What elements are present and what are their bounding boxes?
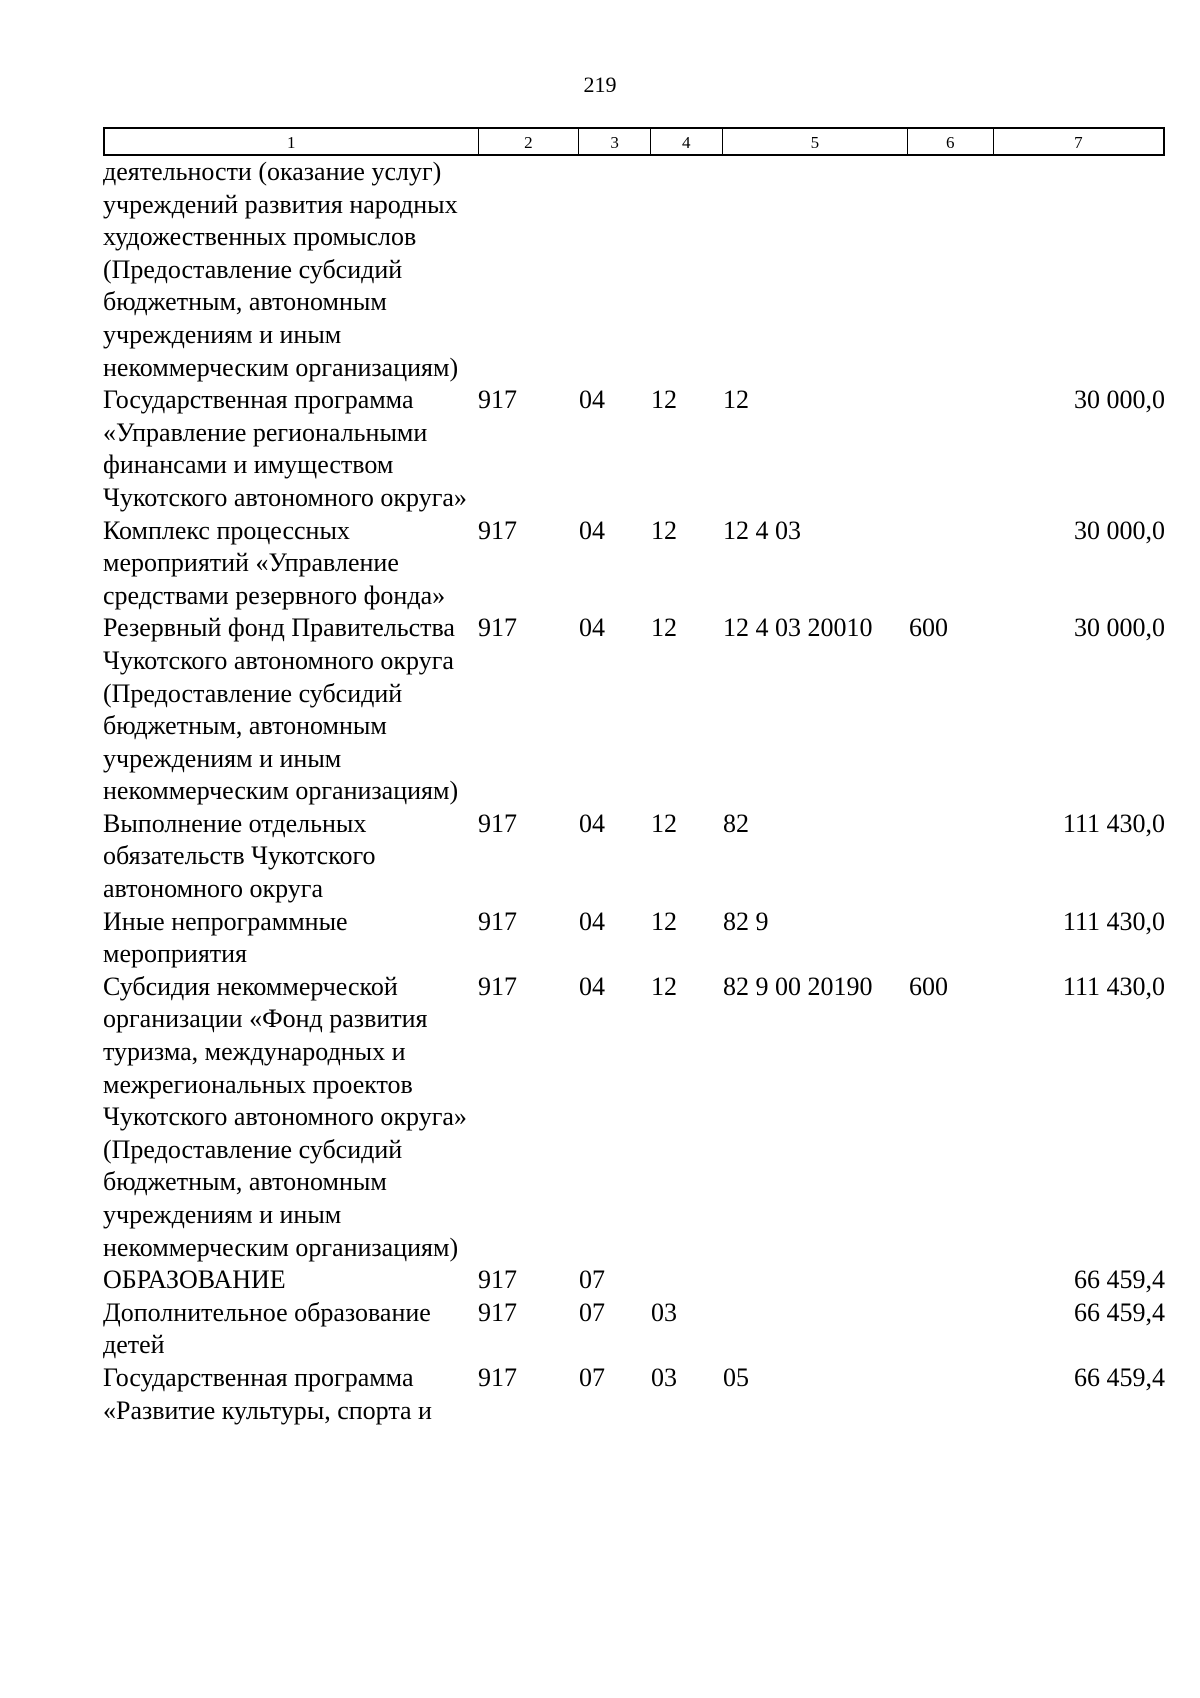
row-vr: [909, 384, 995, 514]
table-row: [103, 1297, 1165, 1362]
header-col-6: 6: [908, 129, 994, 154]
table-row: [103, 808, 1165, 906]
row-sum: 66 459,4: [1074, 1362, 1165, 1392]
row-name: Дополнительное образование детей: [103, 1297, 431, 1360]
row-gr: 917: [478, 971, 517, 1001]
row-csr: [723, 1297, 909, 1362]
row-name: Резервный фонд Правительства Чукотского автономного округа (Предоставление субсидий бюджетным, автономным учреждениям и иным некоммерческим организациям): [103, 613, 459, 806]
table-header: [103, 127, 1165, 156]
row-sum: [995, 156, 1165, 384]
row-gr: 917: [478, 613, 517, 643]
table-row: [103, 906, 1165, 971]
row-pr: 12: [651, 515, 677, 545]
row-name: ОБРАЗОВАНИЕ: [103, 1265, 286, 1295]
row-sum: 66 459,4: [1074, 1297, 1165, 1327]
row-gr: 917: [478, 1297, 517, 1327]
row-vr: [909, 808, 995, 906]
row-gr: 917: [478, 808, 517, 838]
row-pr: [651, 156, 723, 384]
row-csr: 12 4 03: [723, 515, 801, 545]
row-csr: 82: [723, 808, 749, 838]
row-gr: 917: [478, 385, 517, 415]
row-vr: [909, 515, 995, 613]
table-row: [103, 156, 1165, 384]
row-rz: 04: [579, 385, 605, 415]
row-rz: 04: [579, 808, 605, 838]
row-gr: 917: [478, 906, 517, 936]
row-vr: 600: [909, 613, 948, 643]
row-pr: 03: [651, 1362, 677, 1392]
row-rz: 04: [579, 906, 605, 936]
row-sum: 111 430,0: [1062, 808, 1165, 838]
row-csr: [723, 1264, 909, 1297]
row-rz: [579, 156, 651, 384]
row-vr: 600: [909, 971, 948, 1001]
table-row: [103, 971, 1165, 1264]
row-pr: 03: [651, 1297, 677, 1327]
header-col-1: 1: [105, 129, 479, 154]
table-row: [103, 612, 1165, 808]
row-csr: 05: [723, 1362, 749, 1392]
row-rz: 07: [579, 1297, 605, 1327]
row-sum: 30 000,0: [1074, 613, 1165, 643]
table-row: [103, 1264, 1165, 1297]
row-rz: 07: [579, 1362, 605, 1392]
row-rz: 07: [579, 1265, 605, 1295]
row-gr: 917: [478, 515, 517, 545]
row-name: деятельности (оказание услуг) учреждений развития народных художественных промыслов (Предоставление субсидий бюджетным, автономным учреждениям и иным некоммерческим организациям): [103, 157, 459, 382]
table-row: [103, 515, 1165, 613]
row-pr: 12: [651, 385, 677, 415]
row-sum: 66 459,4: [1074, 1265, 1165, 1295]
row-name: Государственная программа «Развитие культуры, спорта и: [103, 1362, 432, 1425]
row-sum: 111 430,0: [1062, 971, 1165, 1001]
row-name: Комплекс процессных мероприятий «Управление средствами резервного фонда»: [103, 515, 446, 610]
header-col-2: 2: [479, 129, 580, 154]
row-sum: 30 000,0: [1074, 515, 1165, 545]
row-pr: 12: [651, 906, 677, 936]
header-col-4: 4: [651, 129, 723, 154]
row-rz: 04: [579, 613, 605, 643]
row-sum: 111 430,0: [1062, 906, 1165, 936]
row-csr: [723, 156, 909, 384]
row-name: Государственная программа «Управление региональными финансами и имуществом Чукотского автономного округа»: [103, 385, 467, 512]
row-name: Иные непрограммные мероприятия: [103, 906, 348, 969]
row-csr: 12 4 03 20010: [723, 613, 873, 643]
row-vr: [909, 1362, 995, 1427]
row-sum: 30 000,0: [1074, 385, 1165, 415]
page-number: 219: [583, 72, 617, 97]
table-row: [103, 384, 1165, 514]
row-rz: 04: [579, 515, 605, 545]
row-pr: 12: [651, 808, 677, 838]
row-gr: 917: [478, 1362, 517, 1392]
row-name: Выполнение отдельных обязательств Чукотского автономного округа: [103, 808, 376, 904]
row-gr: [478, 156, 579, 384]
row-rz: 04: [579, 971, 605, 1001]
header-col-3: 3: [579, 129, 651, 154]
row-vr: [909, 906, 995, 971]
row-vr: [909, 1297, 995, 1362]
header-col-7: 7: [1074, 133, 1083, 152]
row-csr: 12: [723, 385, 749, 415]
row-csr: 82 9: [723, 906, 769, 936]
row-pr: 12: [651, 613, 677, 643]
table-body: [103, 156, 1165, 1427]
row-vr: [909, 156, 995, 384]
row-gr: 917: [478, 1265, 517, 1295]
row-vr: [909, 1264, 995, 1297]
row-pr: 12: [651, 971, 677, 1001]
row-csr: 82 9 00 20190: [723, 971, 873, 1001]
table-row: [103, 1362, 1165, 1427]
row-name: Субсидия некоммерческой организации «Фонд развития туризма, международных и межрегиональных проектов Чукотского автономного округа» (Предоставление субсидий бюджетным, автономным учреждениям и иным некоммерческим организациям): [103, 971, 467, 1262]
row-pr: [651, 1264, 723, 1297]
header-col-5: 5: [723, 129, 908, 154]
